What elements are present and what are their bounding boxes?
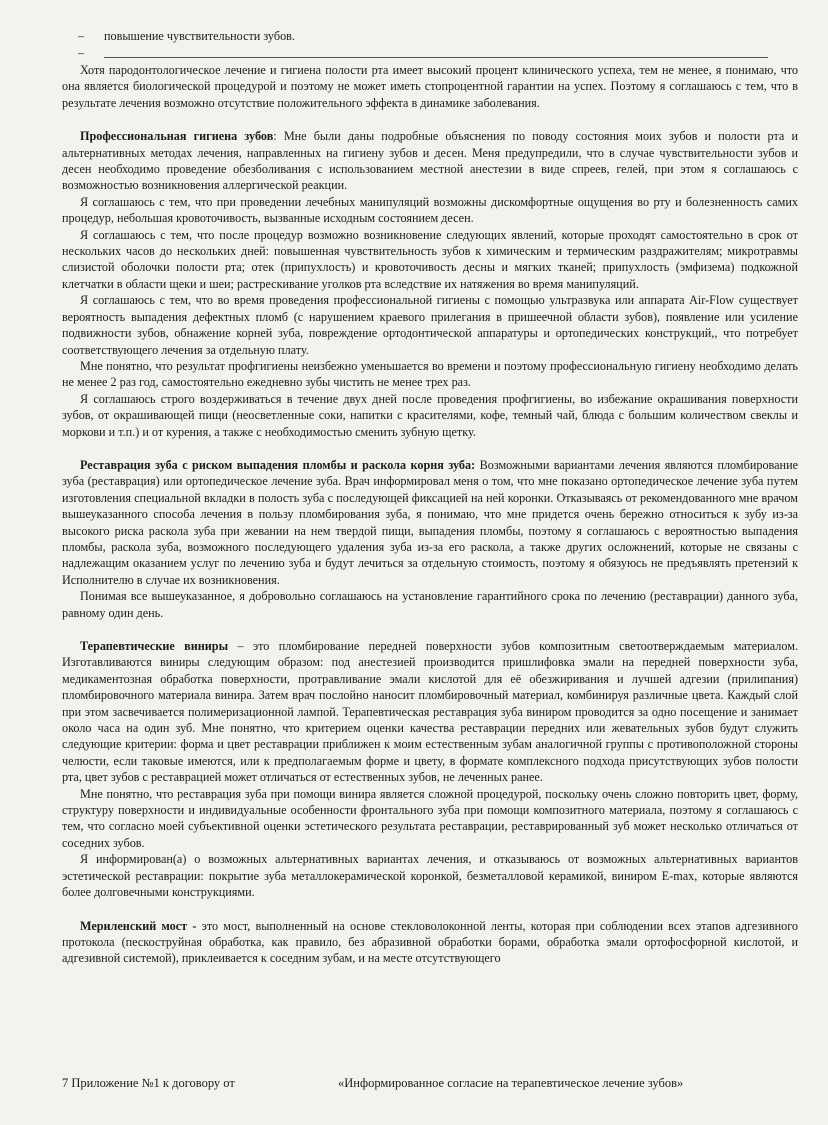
intro-paragraph: Хотя пародонтологическое лечение и гигиена полости рта имеет высокий процент клинического успеха, тем не менее, я понимаю, что она является биологической процедурой и поэтому не может иметь стопроцентной гарантии на успех. Поэтому я соглашаюсь с тем, что в результате лечения возможно отсутствие положительного эффекта в динамике заболевания.: [62, 63, 798, 110]
hygiene-paragraph: Я соглашаюсь с тем, что во время проведения профессиональной гигиены с помощью ультразвука или аппарата Air-Flow существует вероятность выпадения дефектных пломб (с нарушением краевого прилегания в пришеечной области зубов), появление или усиление подвижности зубов, обнажение корней зуба, повреждение ортодонтической аппаратуры и ортопедических конструкций,, что потребует соответствующего лечения за отдельную плату.: [62, 293, 798, 357]
hygiene-lead-text: : Мне были даны подробные объяснения по поводу состояния моих зубов и полости рта и альтернативных методах лечения, направленных на гигиену зубов и десен. Меня предупредили, что в случае чувствительности зубов и десен необходимо проведение обезболивания с использованием местной анестезии в виде спреев, гелей, при этом я соглашаюсь с возможностью возникновения аллергической реакции.: [62, 129, 798, 193]
page-footer: [62, 1075, 798, 1091]
dash-marker: –: [78, 29, 85, 43]
hygiene-paragraph: Мне понятно, что результат профгигиены неизбежно уменьшается во времени и поэтому профессиональную гигиену необходимо делать не менее 2 раз год, самостоятельно ежедневно зубы чистить не менее трех раз.: [62, 358, 798, 390]
maryland-heading: Мериленский мост -: [80, 918, 197, 933]
restoration-heading: Реставрация зуба с риском выпадения пломбы и раскола корня зуба:: [80, 457, 476, 472]
list-item: [78, 28, 798, 45]
dash-marker: –: [78, 46, 85, 60]
restoration-section-lead: [62, 457, 798, 588]
blank-fill-line: [104, 45, 768, 58]
maryland-section-lead: [62, 918, 798, 967]
hygiene-paragraph: Я соглашаюсь строго воздерживаться в течение двух дней после проведения профгигиены, во избежание окрашивания поверхности зубов, от окрашивающей пищи (неосветленные соки, напитки с красителями, кофе, темный чай, блюда с большим количеством свеклы и моркови и т.п.) и от курения, а также с необходимостью сменить зубную щетку.: [62, 391, 798, 439]
footer-appendix-label: 7 Приложение №1 к договору от: [62, 1076, 235, 1090]
restoration-lead-text: Возможными вариантами лечения являются пломбирование зуба (реставрация) или ортопедическое лечение зуба. Врач информировал меня о том, что мне показано ортопедическое лечение зуба путем изготовления специальной вкладки в полость зуба с последующей фиксацией на ней коронки. Отказываясь от рекомендованного мне врачом вышеуказанного способа лечения в пользу пломбирования зуба, я понимаю, что мне придется очень бережно относиться к зубу из-за высокого риска раскола зуба при жевании на нем твердой пищи, выпадения пломбы, поэтому я соглашаюсь с вероятностью выпадения пломбы, раскола зуба, возможного последующего удаления зуба из-за его раскола, а также других осложнений, которые не связаны с надлежащим оказанием услуг по лечению зуба и будут лечиться за отдельную стоимость, поэтому я обязуюсь не предъявлять претензий к Исполнителю в случае их возникновения.: [62, 457, 798, 587]
bullet-list: [78, 28, 798, 62]
veneers-paragraph: Я информирован(а) о возможных альтернативных вариантах лечения, и отказываюсь от возможных альтернативных вариантов эстетической реставрации: покрытие зуба металлокерамической коронкой, безметалловой керамикой, виниром E-max, которые являются более долговечными конструкциями.: [62, 852, 798, 900]
restoration-paragraph: Понимая все вышеуказанное, я добровольно соглашаюсь на установление гарантийного срока по лечению (реставрации) данного зуба, равному один день.: [62, 589, 798, 620]
hygiene-heading: Профессиональная гигиена зубов: [80, 129, 274, 144]
list-item-text: повышение чувствительности зубов.: [104, 29, 295, 43]
hygiene-section-lead: [62, 128, 798, 194]
veneers-lead-text: – это пломбирование передней поверхности зубов композитным светоотверждаемым материалом. Изготавливаются виниры следующим образом: под анестезией производится пришлифовка эмали на передней поверхности зуба, медикаментозная обработка поверхности, протравливание эмали кислотой для её обезжиривания и лучшей адгезии (прилипания) пломбировочного материала винира. Затем врач послойно наносит пломбировочный материал, комбинируя различные цвета. Каждый слой при этом засвечивается полимеризационной лампой. Терапевтическая реставрация зуба виниром проводится за одно посещение и занимает около часа на один зуб. Мне понятно, что критерием оценки качества реставрации передних или жевательных зубов будут служить следующие критерии: форма и цвет реставрации приближен к моим естественным зубам аналогичной группы с противоположной стороны челюсти, если таковые имеются, или к предполагаемым форме и цвету, в формате комплексного подхода присутствующих зубов полости рта, цвет зубов с реставрацией может отличаться от естественных зубов, не леченных ранее.: [62, 639, 798, 785]
veneers-heading: Терапевтические виниры: [80, 639, 229, 653]
footer-document-title: «Информированное согласие на терапевтическое лечение зубов»: [338, 1076, 684, 1090]
list-item-blank: [78, 45, 798, 62]
veneers-section-lead: [62, 638, 798, 786]
veneers-paragraph: Мне понятно, что реставрация зуба при помощи винира является сложной процедурой, поскольку очень сложно повторить цвет, форму, структуру поверхности и индивидуальные особенности фронтального зуба при помощи композитного материала, поэтому я соглашаюсь с тем, что согласно моей субъективной оценки эстетического результата реставрации, реставрированный зуб может несколько отличаться от соседних зубов.: [62, 786, 798, 850]
hygiene-paragraph: Я соглашаюсь с тем, что при проведении лечебных манипуляций возможны дискомфортные ощущения во рту и болезненность самих процедур, небольшая кровоточивость, вызванные исходным состоянием десен.: [62, 194, 798, 226]
hygiene-paragraph: Я соглашаюсь с тем, что после процедур возможно возникновение следующих явлений, которые проходят самостоятельно в срок от нескольких часов до нескольких дней: повышенная чувствительность зубов к химическим и термическим раздражителям; микротравмы слизистой оболочки полости рта; отек (припухлость) и кровоточивость десны и мягких тканей; припухлость (эмфизема) подкожной клетчатки в области щеки и шеи; растрескивание уголков рта вследствие их натяжения во время манипуляций.: [62, 227, 798, 291]
maryland-lead-text: это мост, выполненный на основе стекловолоконной ленты, которая при соблюдении всех этапов адгезивного протокола (пескоструйная обработка, как правило, без абразивной обработки борами, обработка эмали ортофосфорной кислотой, и адгезивной системой), приклеивается к соседним зубам, и на месте отсутствующего: [62, 918, 798, 966]
